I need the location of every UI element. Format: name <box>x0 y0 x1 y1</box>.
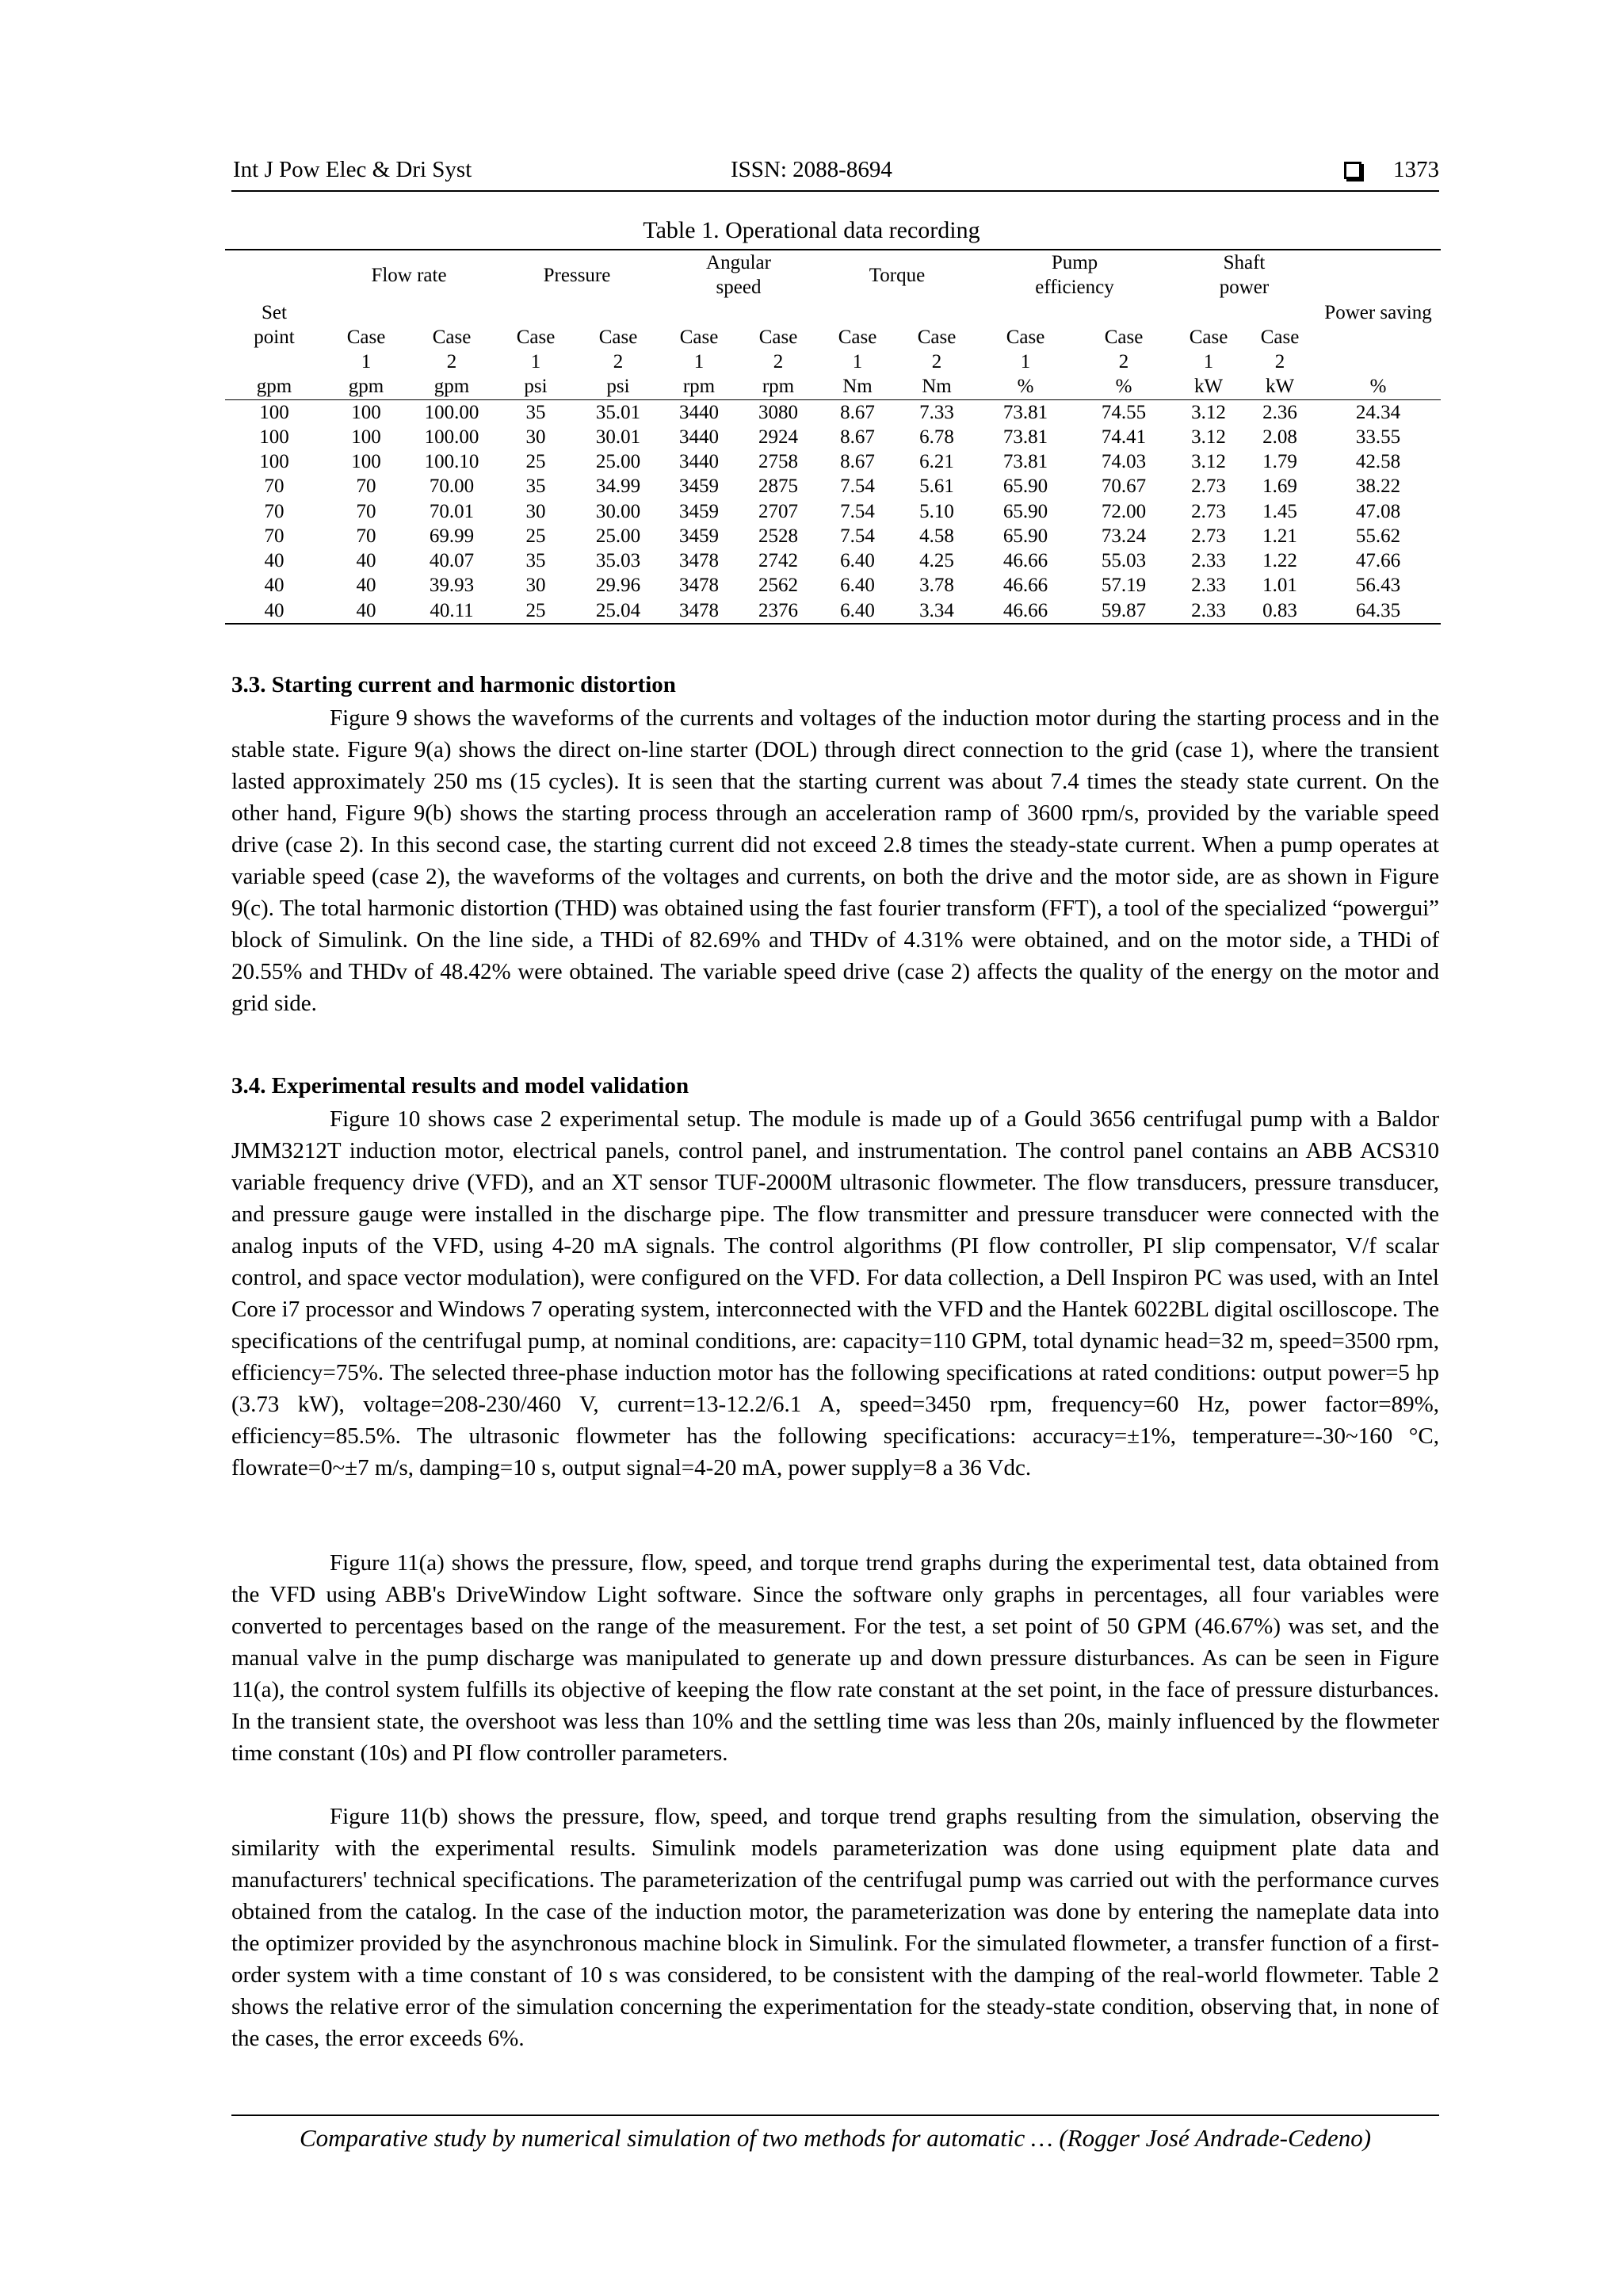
case-number: 1 <box>1020 351 1031 372</box>
table-row <box>225 474 1441 499</box>
table-cell: 3.12 <box>1191 426 1226 448</box>
case-label: Case <box>516 326 556 348</box>
table-cell: 6.40 <box>818 598 897 624</box>
table-cell: 3.12 <box>1191 401 1226 423</box>
col-group-pump-efficiency: Pump efficiency <box>976 250 1173 300</box>
table-caption: Table 1. Operational data recording <box>643 217 980 243</box>
case-number: 2 <box>773 351 784 372</box>
table-cell: 6.40 <box>840 575 875 597</box>
unit-cell: rpm <box>659 374 739 399</box>
unit-cell: kW <box>1173 374 1244 399</box>
table-cell: 8.67 <box>840 401 875 423</box>
paragraph: Figure 10 shows case 2 experimental setup. The module is made up of a Gould 3656 centrifugal pump with a Baldor JMM3212T induction motor, electrical panels, control panel, and instrumentation. The control panel contains an ABB ACS310 variable frequency drive (VFD), and an XT sensor TUF-2000M ultrasonic flowmeter. The flow transducers, pressure transducer, and pressure gauge were installed in the discharge pipe. The flow transmitter and pressure transducer were connected with the analog inputs of the VFD, using 4-20 mA signals. The control algorithms (PI flow controller, PI slip compensator, V/f scalar control, and space vector modulation), were configured on the VFD. For data collection, a Dell Inspiron PC was used, with an Intel Core i7 processor and Windows 7 operating system, interconnected with the VFD and the Hantek 6022BL digital oscilloscope. The specifications of the centrifugal pump, at nominal conditions, are: capacity=110 GPM, total dynamic head=32 m, speed=3500 rpm, efficiency=75%. The selected three-phase induction motor has the following specifications at rated conditions: output power=5 hp (3.73 kW), voltage=208-230/460 V, current=13-12.2/6.1 A, speed=3450 rpm, frequency=60 Hz, power factor=89%, efficiency=85.5%. The ultrasonic flowmeter has the following specifications: accuracy=±1%, temperature=-30~160 °C, flowrate=0~±7 m/s, damping=10 s, output signal=4-20 mA, power supply=8 a 36 Vdc. <box>231 1106 1439 1480</box>
section-title-3-3: 3.3. Starting current and harmonic distortion <box>231 672 676 697</box>
table-cell: 55.62 <box>1355 525 1401 547</box>
table-cell: 1.45 <box>1262 500 1297 522</box>
table-cell: 3.34 <box>897 598 976 624</box>
case-label: Case <box>679 326 719 348</box>
table-cell: 3478 <box>659 598 739 624</box>
table-cell: 3459 <box>679 500 719 522</box>
case-label: Case <box>917 326 957 348</box>
table-set-row <box>225 300 1441 325</box>
table-cell: 74.03 <box>1101 451 1147 472</box>
table-cell: 8.67 <box>840 451 875 472</box>
table-cell: 5.10 <box>919 500 954 522</box>
table-cell: 25.04 <box>577 598 659 624</box>
table-cell: 73.81 <box>1002 426 1048 448</box>
table-cell: 39.93 <box>429 575 475 597</box>
table-cell: 70 <box>356 476 376 498</box>
case-label: Case <box>432 326 472 348</box>
table-cell: 70 <box>356 525 376 547</box>
unit-cell: rpm <box>739 374 818 399</box>
unit-cell: % <box>976 374 1075 399</box>
table-cell: 3.78 <box>919 575 954 597</box>
table-cell: 3.12 <box>1191 451 1226 472</box>
table-cell: 100 <box>259 426 289 448</box>
table-cell: 1.79 <box>1262 451 1297 472</box>
table-cell: 56.43 <box>1355 575 1401 597</box>
table-cell: 5.61 <box>919 476 954 498</box>
table-cell: 100.10 <box>424 451 479 472</box>
table-case-row <box>225 325 1441 350</box>
table-cell: 65.90 <box>1002 525 1048 547</box>
table-cell: 3440 <box>679 401 719 423</box>
table-cell: 29.96 <box>595 575 641 597</box>
table-cell: 1.22 <box>1262 550 1297 571</box>
table-cell: 35 <box>525 476 546 498</box>
table-cell: 7.54 <box>840 476 875 498</box>
paragraph: Figure 11(a) shows the pressure, flow, speed, and torque trend graphs during the experimental test, data obtained from the VFD using ABB's DriveWindow Light software. Since the software only graphs in percentages, all four variables were converted to percentages based on the range of the measurement. For the test, a set point of 50 GPM (46.67%) was set, and the manual valve in the pump discharge was manipulated to generate up and down pressure disturbances. As can be seen in Figure 11(a), the control system fulfills its objective of keeping the flow rate constant at the set point, in the face of pressure disturbances. In the transient state, the overshoot was less than 10% and the settling time was less than 20s, mainly influenced by the flowmeter time constant (10s) and PI flow controller parameters. <box>231 1550 1439 1766</box>
case-number: 2 <box>1118 351 1129 372</box>
table-cell: 100 <box>259 401 289 423</box>
col-group-shaft-power: Shaft power <box>1173 250 1316 300</box>
table-cell: 30.01 <box>595 426 641 448</box>
table-cell: 3459 <box>679 476 719 498</box>
unit-cell: Nm <box>897 374 976 399</box>
table-cell: 2758 <box>758 451 798 472</box>
unit-cell: psi <box>495 374 577 399</box>
table-cell: 70.01 <box>429 500 475 522</box>
case-label: Case <box>758 326 798 348</box>
case-number: 2 <box>1274 351 1285 372</box>
table-cell: 7.54 <box>840 500 875 522</box>
table-cell: 70.00 <box>429 476 475 498</box>
table-body <box>225 399 1441 624</box>
table-cell: 42.58 <box>1355 451 1401 472</box>
table-cell: 2562 <box>758 575 798 597</box>
table-cell: 6.78 <box>919 426 954 448</box>
table-cell: 2376 <box>739 598 818 624</box>
table-cell: 33.55 <box>1355 426 1401 448</box>
table-cell: 2.33 <box>1173 598 1244 624</box>
table-unit-row <box>225 374 1441 399</box>
table-cell: 70 <box>264 476 285 498</box>
table-row <box>225 399 1441 425</box>
table-cell: 0.83 <box>1244 598 1316 624</box>
square-checkbox-icon <box>1344 162 1361 179</box>
table-cell: 2707 <box>758 500 798 522</box>
table-cell: 70 <box>264 525 285 547</box>
table-cell: 2875 <box>758 476 798 498</box>
table-cell: 35.03 <box>595 550 641 571</box>
paragraph: Figure 11(b) shows the pressure, flow, speed, and torque trend graphs resulting from the simulation, observing the similarity with the experimental results. Simulink models parameterization was done using equipment plate data and manufacturers' technical specifications. The parameterization of the centrifugal pump was carried out with the performance curves obtained from the catalog. In the case of the induction motor, the parameterization was done by entering the nameplate data into the optimizer provided by the asynchronous machine block in Simulink. For the simulated flowmeter, a transfer function of a first-order system with a time constant of 10 s was considered, to be consistent with the damping of the real-world flowmeter. Table 2 shows the relative error of the simulation concerning the experimentation for the steady-state condition, observing that, in none of the cases, the error exceeds 6%. <box>231 1804 1439 2051</box>
table-cell: 2742 <box>758 550 798 571</box>
case-number: 1 <box>852 351 863 372</box>
table-cell: 100 <box>351 401 381 423</box>
table-cell: 38.22 <box>1355 476 1401 498</box>
table-cell: 40 <box>356 550 376 571</box>
table-row <box>225 425 1441 449</box>
table-cell: 73.81 <box>1002 401 1048 423</box>
case-label: Case <box>1104 326 1144 348</box>
table-cell: 40 <box>356 575 376 597</box>
table-cell: 40 <box>264 575 285 597</box>
table-cell: 25.00 <box>595 525 641 547</box>
table-cell: 64.35 <box>1316 598 1441 624</box>
table-cell: 100 <box>259 451 289 472</box>
table-row <box>225 573 1441 598</box>
case-number: 1 <box>530 351 541 372</box>
case-label: Case <box>1260 326 1300 348</box>
unit-cell: % <box>1316 374 1441 399</box>
table-cell: 35.01 <box>595 401 641 423</box>
table-cell: 24.34 <box>1355 401 1401 423</box>
unit-cell: kW <box>1244 374 1316 399</box>
table-cell: 30 <box>525 500 546 522</box>
col-group-flow-rate: Flow rate <box>323 250 495 300</box>
table-group-header-row <box>225 250 1441 300</box>
table-cell: 57.19 <box>1101 575 1147 597</box>
case-label: Case <box>1006 326 1045 348</box>
table-cell: 55.03 <box>1101 550 1147 571</box>
table-cell: 3440 <box>679 426 719 448</box>
case-number: 1 <box>361 351 372 372</box>
unit-cell: psi <box>577 374 659 399</box>
table-cell: 30 <box>525 426 546 448</box>
table-cell: 35 <box>525 550 546 571</box>
table-cell: 7.33 <box>919 401 954 423</box>
table-cell: 30.00 <box>595 500 641 522</box>
table-cell: 65.90 <box>1002 476 1048 498</box>
table-cell: 1.01 <box>1262 575 1297 597</box>
table-cell: 72.00 <box>1101 500 1147 522</box>
table-cell: 40.07 <box>429 550 475 571</box>
table-cell: 2.33 <box>1191 575 1226 597</box>
table-row <box>225 524 1441 548</box>
case-number: 2 <box>931 351 942 372</box>
table-cell: 1.69 <box>1262 476 1297 498</box>
table-cell: 100 <box>351 426 381 448</box>
table-cell: 100.00 <box>424 426 479 448</box>
table-cell: 70.67 <box>1101 476 1147 498</box>
table-cell: 70 <box>356 500 376 522</box>
paragraph: Figure 9 shows the waveforms of the currents and voltages of the induction motor during the starting process and in the stable state. Figure 9(a) shows the direct on-line starter (DOL) through direct connection to the grid (case 1), where the transient lasted approximately 250 ms (15 cycles). It is seen that the starting current was about 7.4 times the steady state current. On the other hand, Figure 9(b) shows the starting process through an acceleration ramp of 3600 rpm/s, provided by the variable speed drive (case 2). In this second case, the starting current did not exceed 2.8 times the steady-state current. When a pump operates at variable speed (case 2), the waveforms of the voltages and currents, on both the drive and the motor side, are as shown in Figure 9(c). The total harmonic distortion (THD) was obtained using the fast fourier transform (FFT), a tool of the specialized “powergui” block of Simulink. On the line side, a THDi of 82.69% and THDv of 4.31% were obtained, and on the motor side, a THDi of 20.55% and THDv of 48.42% were obtained. The variable speed drive (case 2) affects the quality of the energy on the motor and grid side. <box>231 705 1439 1016</box>
case-label: Case <box>838 326 877 348</box>
table-cell: 34.99 <box>595 476 641 498</box>
table-cell: 3478 <box>679 550 719 571</box>
table-cell: 46.66 <box>1002 550 1048 571</box>
table-cell: 3080 <box>758 401 798 423</box>
table-cell: 2.33 <box>1191 550 1226 571</box>
journal-name: Int J Pow Elec & Dri Syst <box>233 157 472 182</box>
table-cell: 35 <box>525 401 546 423</box>
case-label: Case <box>1189 326 1228 348</box>
case-label: Case <box>598 326 638 348</box>
unit-cell: gpm <box>323 374 409 399</box>
table-cell: 47.66 <box>1355 550 1401 571</box>
issn: ISSN: 2088-8694 <box>731 157 892 182</box>
table-cell: 25.00 <box>595 451 641 472</box>
table-cell: 3440 <box>679 451 719 472</box>
table-cell: 100.00 <box>424 401 479 423</box>
table-cell: 69.99 <box>429 525 475 547</box>
table-cell: 47.08 <box>1355 500 1401 522</box>
table-cell: 8.67 <box>840 426 875 448</box>
unit-cell: gpm <box>409 374 495 399</box>
table-cell: 2924 <box>758 426 798 448</box>
unit-cell: Nm <box>818 374 897 399</box>
operational-data-table <box>225 249 1441 625</box>
table-cell: 46.66 <box>1002 575 1048 597</box>
table-cell: 3459 <box>679 525 719 547</box>
page-header <box>231 152 1439 192</box>
table-cell: 2.08 <box>1262 426 1297 448</box>
unit-cell: % <box>1075 374 1173 399</box>
table-cell: 74.55 <box>1101 401 1147 423</box>
case-number: 2 <box>446 351 457 372</box>
set-point-label-line2: point <box>254 326 295 348</box>
table-cell: 4.58 <box>919 525 954 547</box>
table-cell: 59.87 <box>1075 598 1173 624</box>
case-number: 1 <box>1203 351 1214 372</box>
page-footer: Comparative study by numerical simulation of two methods for automatic … (Rogger José Andrade-Cedeno) <box>231 2115 1439 2153</box>
table-cell: 2528 <box>758 525 798 547</box>
table-cell: 46.66 <box>976 598 1075 624</box>
case-label: Case <box>346 326 386 348</box>
table-row <box>225 548 1441 573</box>
table-cell: 70 <box>264 500 285 522</box>
col-group-pressure: Pressure <box>495 250 659 300</box>
table-cell: 1.21 <box>1262 525 1297 547</box>
table-cell: 25 <box>525 525 546 547</box>
table-cell: 2.73 <box>1191 525 1226 547</box>
table-cell: 40 <box>225 598 323 624</box>
table-cell: 73.81 <box>1002 451 1048 472</box>
table-cell: 25 <box>495 598 577 624</box>
case-number: 1 <box>693 351 705 372</box>
unit-cell: gpm <box>225 374 323 399</box>
table-row <box>225 449 1441 474</box>
table-cell: 73.24 <box>1101 525 1147 547</box>
table-cell: 40 <box>323 598 409 624</box>
table-case-number-row <box>225 350 1441 374</box>
table-cell: 40.11 <box>409 598 495 624</box>
table-cell: 3478 <box>679 575 719 597</box>
table-cell: 2.36 <box>1262 401 1297 423</box>
set-point-label-line1: Set <box>262 301 287 323</box>
power-saving-label: Power saving <box>1324 301 1432 323</box>
table-cell: 74.41 <box>1101 426 1147 448</box>
table-cell: 30 <box>525 575 546 597</box>
table-cell: 25 <box>525 451 546 472</box>
table-cell: 6.21 <box>919 451 954 472</box>
table-cell: 2.73 <box>1191 476 1226 498</box>
table-cell: 40 <box>264 550 285 571</box>
col-group-angular-speed: Angular speed <box>659 250 818 300</box>
col-group-torque: Torque <box>818 250 976 300</box>
section-title-3-4: 3.4. Experimental results and model validation <box>231 1073 689 1098</box>
table-cell: 7.54 <box>840 525 875 547</box>
table-cell: 100 <box>351 451 381 472</box>
table-row <box>225 499 1441 524</box>
case-number: 2 <box>613 351 624 372</box>
table-cell: 2.73 <box>1191 500 1226 522</box>
table-row <box>225 598 1441 624</box>
page-number: 1373 <box>1393 157 1439 182</box>
table-cell: 65.90 <box>1002 500 1048 522</box>
table-cell: 4.25 <box>919 550 954 571</box>
table-cell: 6.40 <box>840 550 875 571</box>
